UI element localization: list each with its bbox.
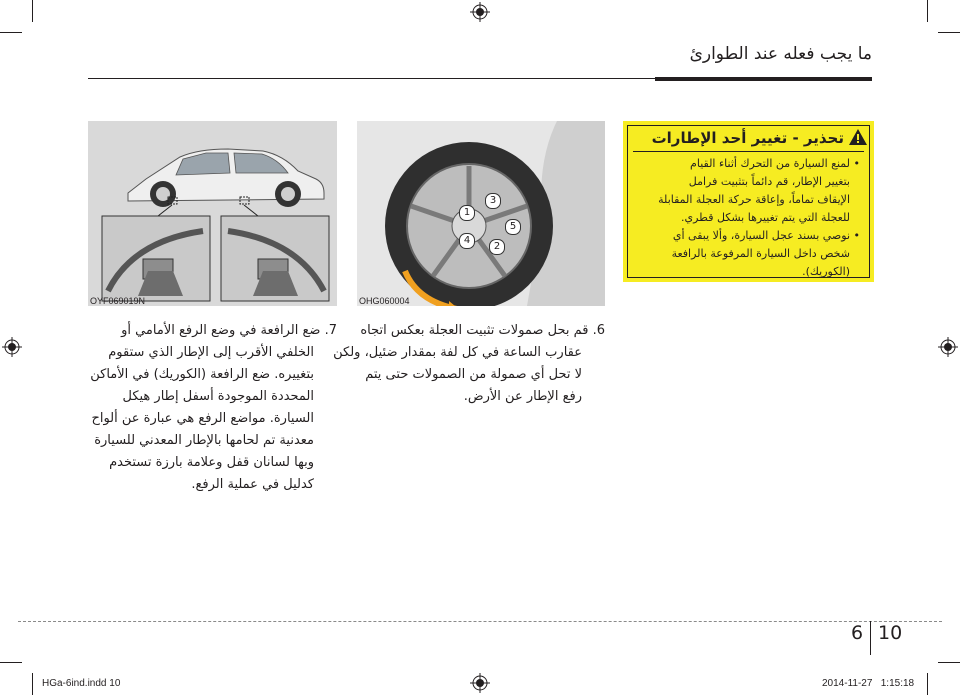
step-7-line: المحددة الموجودة أسفل إطار هيكل xyxy=(122,389,314,404)
registration-mark-icon xyxy=(470,2,490,22)
chapter-number: 6 xyxy=(851,622,864,644)
crop-mark xyxy=(32,0,33,22)
registration-mark-icon xyxy=(938,337,958,357)
lug-nut-label: 4 xyxy=(459,233,475,249)
crop-mark xyxy=(938,662,960,663)
figure-jack-points xyxy=(88,121,337,306)
step-6-line: رفع الإطار عن الأرض. xyxy=(463,389,582,404)
warning-line: • لمنع السيارة من التحرك أثناء القيام xyxy=(690,157,860,170)
warning-title: تحذير - تغيير أحد الإطارات xyxy=(651,129,844,147)
page-number-divider xyxy=(870,621,871,655)
warning-line: شخص داخل السيارة المرفوعة بالرافعة xyxy=(671,247,850,260)
warning-box xyxy=(623,121,874,282)
crop-mark xyxy=(927,0,928,22)
slug-timestamp: 2014-11-27 1:15:18 xyxy=(822,678,915,689)
warning-line: للعجلة التي يتم تغييرها بشكل قطري. xyxy=(681,211,850,224)
wheel-illustration xyxy=(357,121,605,306)
step-7-line: وبها لسانان قفل وعلامة بارزة تستخدم xyxy=(109,455,314,470)
lug-nut-label: 2 xyxy=(489,239,505,255)
slug-filename: HGa-6ind.indd 10 xyxy=(42,678,121,689)
lug-nut-label: 5 xyxy=(505,219,521,235)
crop-mark xyxy=(938,32,960,33)
crop-mark xyxy=(927,673,928,695)
crop-mark xyxy=(0,32,22,33)
figure-lug-nut-sequence xyxy=(357,121,605,306)
step-7-line: كدليل في عملية الرفع. xyxy=(191,477,314,492)
page-number: 10 xyxy=(878,622,903,644)
step-7-line: 7. ضع الرافعة في وضع الرفع الأمامي أو xyxy=(121,323,337,338)
registration-mark-icon xyxy=(470,673,490,693)
lug-nut-label: 3 xyxy=(485,193,501,209)
step-6-line: عقارب الساعة في كل لفة بمقدار ضئيل، ولكن xyxy=(333,345,582,360)
step-7-line: بتغييره. ضع الرافعة (الكوريك) في الأماكن xyxy=(90,367,314,382)
crop-mark xyxy=(32,673,33,695)
warning-title-divider xyxy=(633,151,864,152)
step-6-line: لا تحل أي صمولة من الصمولات حتى يتم xyxy=(365,367,582,382)
warning-line: • نوصي بسند عجل السيارة، وألا يبقى أي xyxy=(672,229,860,242)
warning-triangle-icon xyxy=(848,128,868,146)
step-6-line: 6. قم بحل صمولات تثبيت العجلة بعكس اتجاه xyxy=(360,323,605,338)
registration-mark-icon xyxy=(2,337,22,357)
car-jack-illustration xyxy=(88,121,337,306)
figure-caption: OYF069019N xyxy=(90,296,146,306)
warning-line: بتغيير الإطار، قم دائماً بتثبيت فرامل xyxy=(688,175,850,188)
lug-nut-label: 1 xyxy=(459,205,475,221)
header-accent-bar xyxy=(655,77,872,81)
step-7-line: معدنية تم لحامها بالإطار المعدني للسيارة xyxy=(94,433,314,448)
step-7-line: السيارة. مواضع الرفع هي عبارة عن ألواح xyxy=(91,411,314,426)
section-title: ما يجب فعله عند الطوارئ xyxy=(689,44,872,64)
step-7-line: الخلفي الأقرب إلى الإطار الذي ستقوم xyxy=(108,345,314,360)
warning-line: (الكوريك). xyxy=(802,265,850,278)
footer-divider xyxy=(18,621,942,622)
figure-caption: OHG060004 xyxy=(359,296,410,306)
crop-mark xyxy=(0,662,22,663)
warning-line: الإيقاف تماماً، وإعاقة حركة العجلة المقابلة xyxy=(658,193,850,206)
